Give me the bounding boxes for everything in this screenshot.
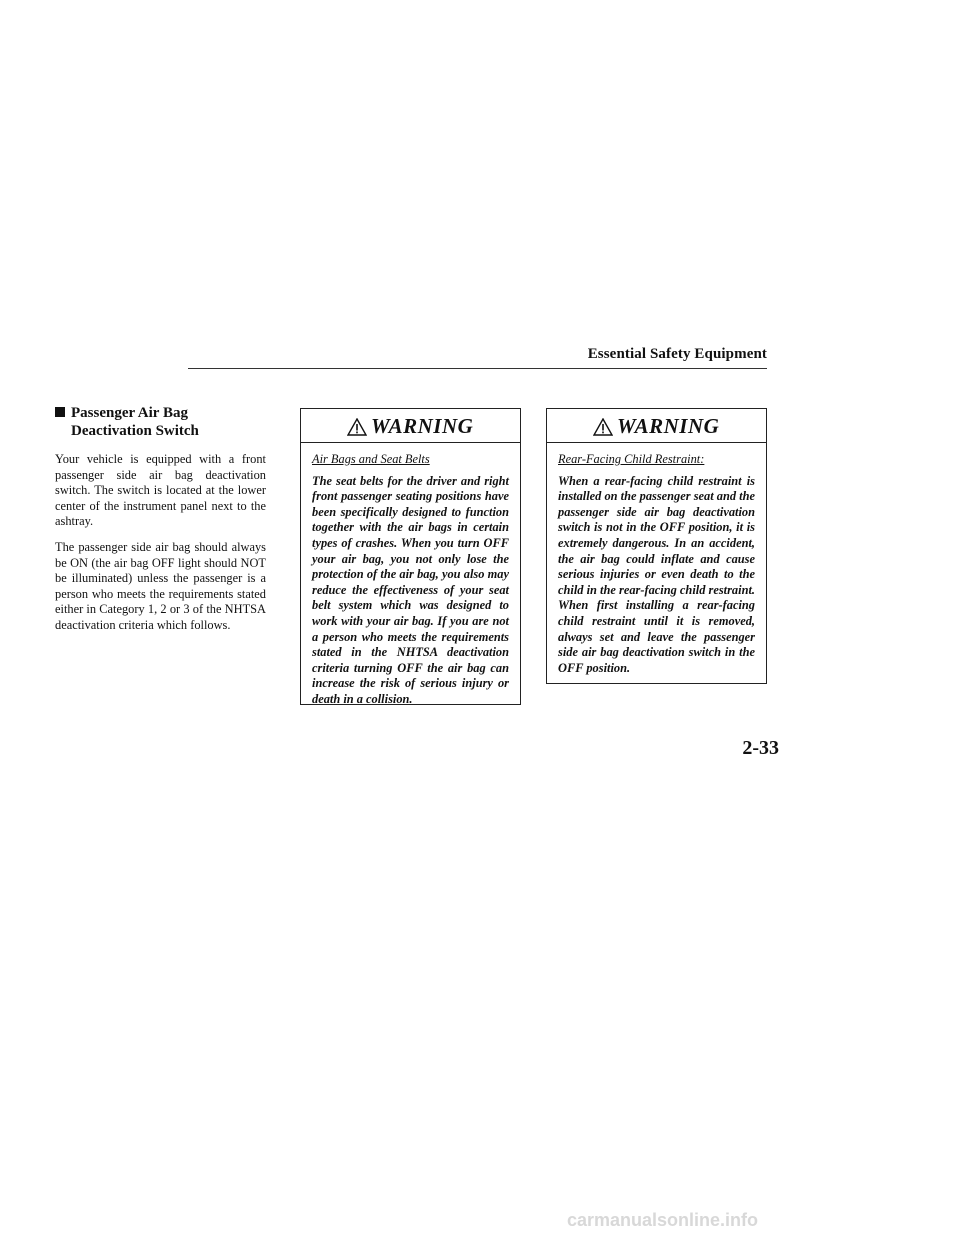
warning-label: WARNING <box>617 414 720 438</box>
body-paragraph: Your vehicle is equipped with a front passenger side air bag deactivation switch. The switch is located at the lower center of the instrument panel next to the ashtray. <box>55 452 266 529</box>
body-paragraph: The passenger side air bag should always be ON (the air bag OFF light should NOT be illuminated) unless the passenger is a person who meets the requirements stated either in Category 1, 2 or 3 of the NHTSA deactivation criteria which follows. <box>55 539 266 632</box>
page-header <box>188 344 767 369</box>
watermark: carmanualsonline.info <box>567 1210 759 1230</box>
warning-subtitle: Rear-Facing Child Restraint: <box>558 452 705 466</box>
warning-header <box>547 409 766 443</box>
main-column <box>55 404 266 644</box>
square-bullet-icon <box>55 407 65 417</box>
warning-triangle-icon <box>593 418 613 436</box>
page-number: 2-33 <box>742 737 779 759</box>
header-title: Essential Safety Equipment <box>587 346 767 362</box>
warning-body <box>547 443 766 676</box>
section-heading-line1: Passenger Air Bag <box>71 405 188 421</box>
warning-body <box>301 443 520 708</box>
section-heading <box>55 404 266 440</box>
warning-box-rear-facing-child-restraint <box>546 408 767 684</box>
warning-header <box>301 409 520 443</box>
warning-triangle-icon <box>347 418 367 436</box>
warning-subtitle: Air Bags and Seat Belts <box>312 452 430 466</box>
warning-box-airbags-seatbelts <box>300 408 521 705</box>
warning-label: WARNING <box>371 414 474 438</box>
warning-text: When a rear-facing child restraint is installed on the passenger seat and the passenger side air bag deactivation switch is not in the OFF position, it is extremely dangerous. In an accident, the air bag could inflate and cause serious injuries or even death to the child in the rear-facing child restraint. When first installing a rear-facing child restraint until it is removed, always set and leave the passenger side air bag deactivation switch in the OFF position. <box>558 473 755 675</box>
section-heading-line2: Deactivation Switch <box>71 423 199 439</box>
warning-text: The seat belts for the driver and right front passenger seating positions have been specifically designed to function together with the air bags in certain types of crashes. When you turn OFF your air bag, you not only lose the protection of the air bag, you also may reduce the effectiveness of your seat belt system which was designed to work with your air bag. If you are not a person who meets the requirements stated in the NHTSA deactivation criteria turning OFF the air bag can increase the risk of serious injury or death in a collision. <box>312 473 509 706</box>
